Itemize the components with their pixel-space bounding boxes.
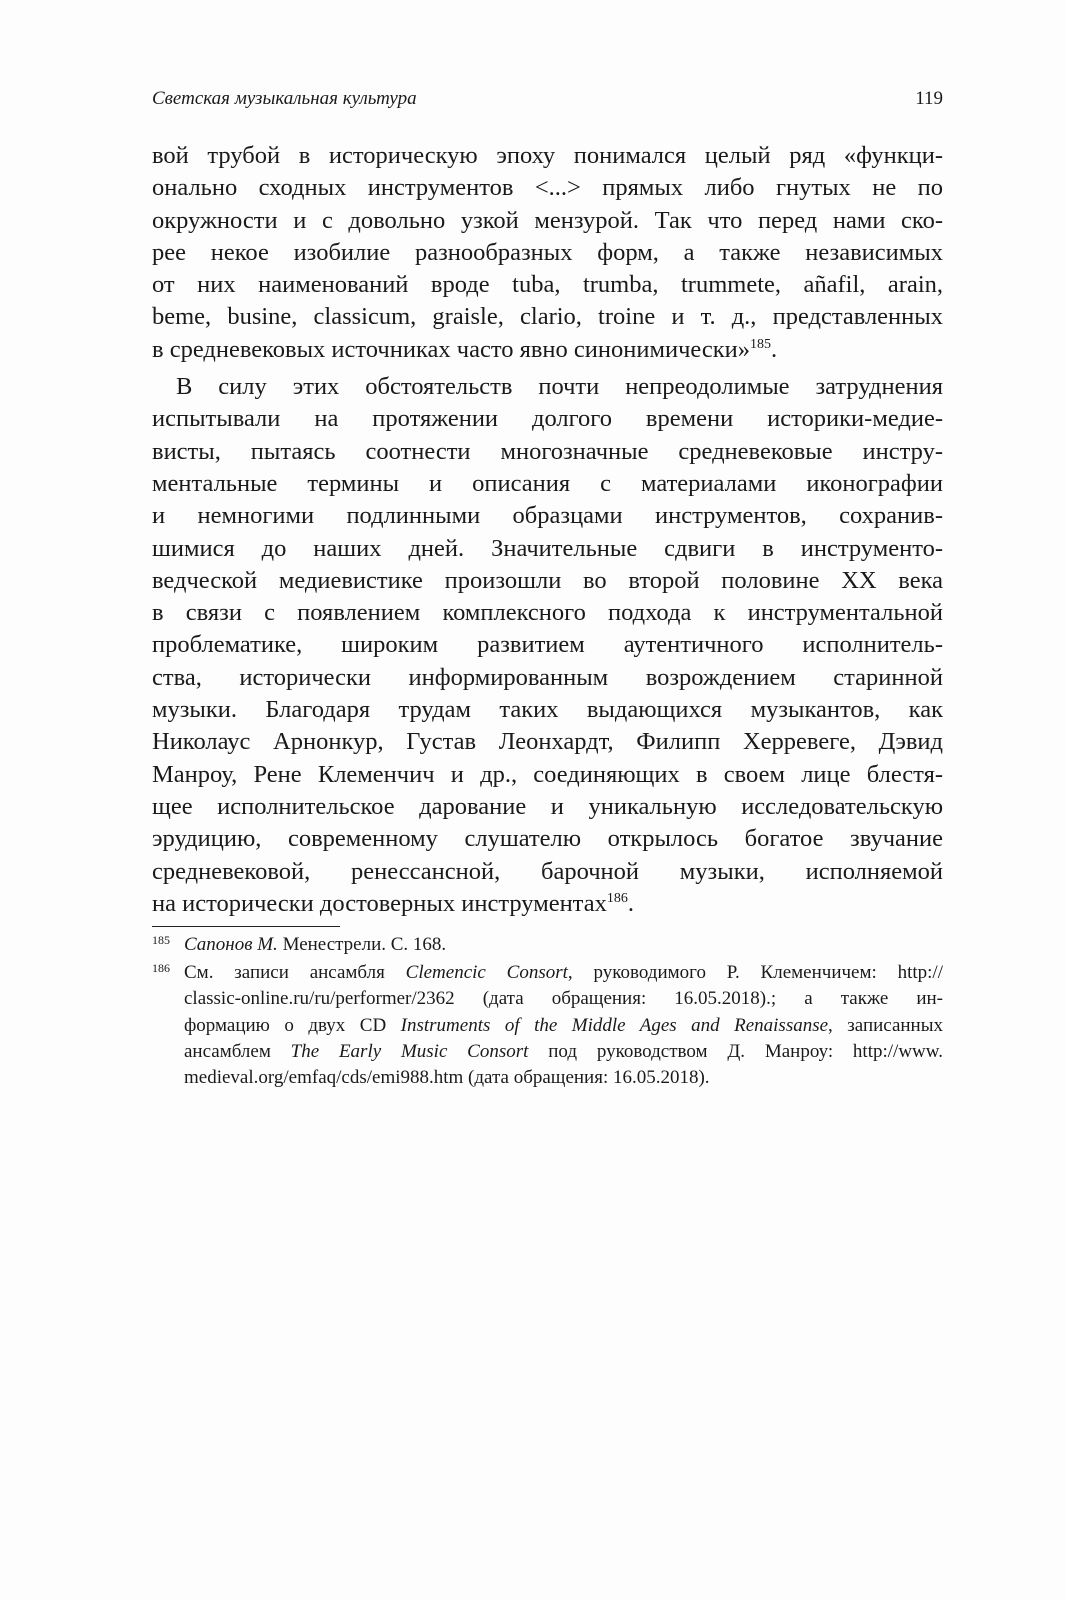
text-line: эрудицию, современному слушателю открылось богатое звучание (152, 825, 943, 853)
footnote-186: 186 См. записи ансамбля Clemencic Consort, руководимого Р. Клеменчичем: http:// classic-online.ru/ru/performer/2362 (дата обращения: 16.05.2018).; а также ин- формацию о двух CD Instruments of the Middle Ages and Renaissanse, записанных ансамблем The Early Music Consort под руководством Д. Манроу: http://www. medieval.org/emfaq/cds/emi988.htm (дата обращения: 16.05.2018). (152, 960, 943, 1091)
text-line: щее исполнительское дарование и уникальную исследовательскую (152, 792, 943, 820)
text-line: проблематике, широким развитием аутентичного исполнитель- (152, 631, 943, 659)
footnote-italic: Instruments of the Middle Ages and Renaissanse (400, 1014, 829, 1036)
footnote-reference-186[interactable]: 186 (606, 890, 628, 906)
text-line: шимися до наших дней. Значительные сдвиги в инструменто- (152, 534, 943, 562)
footnote-link-text[interactable]: , руководимого Р. Клеменчичем: http:// (567, 962, 943, 984)
footnote-line (184, 960, 943, 986)
text-line: beme, busine, classicum, graisle, clario, troine и т. д., представленных (152, 303, 943, 331)
footnote-text: См. записи ансамбля (184, 962, 406, 984)
text-line: ства, исторически информированным возрождением старинной (152, 663, 943, 691)
footnote-author: Сапонов М. (184, 934, 278, 955)
footnote-line[interactable]: medieval.org/emfaq/cds/emi988.htm (дата обращения: 16.05.2018). (184, 1066, 710, 1088)
footnote-line (184, 932, 943, 958)
text-line-last (152, 334, 943, 366)
text-line: от них наименований вроде tuba, trumba, trummete, añafil, arain, (152, 271, 943, 299)
footnote-line (184, 1013, 943, 1039)
text-line: онально сходных инструментов <...> прямых либо гнутых не по (152, 174, 943, 202)
footnote-185: 185 Сапонов М. Менестрели. С. 168. (152, 932, 943, 958)
footnote-separator (152, 926, 340, 927)
text-line: Манроу, Рене Клеменчич и др., соединяющих в своем лице блестя- (152, 760, 943, 788)
footnote-line[interactable]: classic-online.ru/ru/performer/2362 (дата обращения: 16.05.2018).; а также ин- (184, 988, 943, 1010)
text-line: ментальные термины и описания с материалами иконографии (152, 469, 943, 497)
footnote-text: ансамблем (184, 1040, 291, 1062)
text-line: рее некое изобилие разнообразных форм, а также независимых (152, 238, 943, 266)
footnote-text: формацию о двух CD (184, 1014, 401, 1036)
text-line: средневековой, ренессансной, барочной музыки, исполняемой (152, 857, 943, 885)
paragraph-2 (152, 371, 943, 920)
text-line: окружности и с довольно узкой мензурой. Так что перед нами ско- (152, 206, 943, 234)
footnotes (152, 932, 943, 1091)
text-line: испытывали на протяжении долгого времени историки-медие- (152, 405, 943, 433)
text-line: висты, пытаясь соотнести многозначные средневековые инстру- (152, 437, 943, 465)
text-fragment: в средневековых источниках часто явно синонимически» (152, 335, 751, 363)
footnote-line (184, 1039, 943, 1065)
running-title: Светская музыкальная культура (152, 88, 417, 109)
footnote-text: Менестрели. С. 168. (277, 934, 447, 955)
footnote-italic: Clemencic Consort (405, 962, 568, 984)
text-line: музыки. Благодаря трудам таких выдающихся музыкантов, как (152, 696, 943, 724)
running-header (152, 88, 943, 118)
footnote-link-text[interactable]: под руководством Д. Манроу: http://www. (528, 1040, 944, 1062)
text-line: Николаус Арнонкур, Густав Леонхардт, Филипп Херревеге, Дэвид (152, 728, 943, 756)
page-number: 119 (915, 88, 943, 109)
main-text (152, 140, 943, 920)
text-line: В силу этих обстоятельств почти непреодолимые затруднения (176, 373, 943, 401)
text-line: ведческой медиевистике произошли во второй половине XX века (152, 566, 943, 594)
text-fragment: . (771, 335, 778, 363)
text-fragment: . (627, 889, 634, 917)
footnote-italic: The Early Music Consort (290, 1040, 529, 1062)
text-line: вой трубой в историческую эпоху понимался целый ряд «функци- (152, 142, 943, 169)
text-fragment: на исторически достоверных инструментах (152, 889, 607, 917)
text-line: в связи с появлением комплексного подхода к инструментальной (152, 599, 943, 627)
text-line-last (152, 888, 943, 920)
paragraph-1 (152, 140, 943, 366)
footnote-reference-185[interactable]: 185 (750, 336, 772, 352)
text-line: и немногими подлинными образцами инструментов, сохранив- (152, 502, 943, 530)
footnote-text: , записанных (828, 1014, 943, 1036)
